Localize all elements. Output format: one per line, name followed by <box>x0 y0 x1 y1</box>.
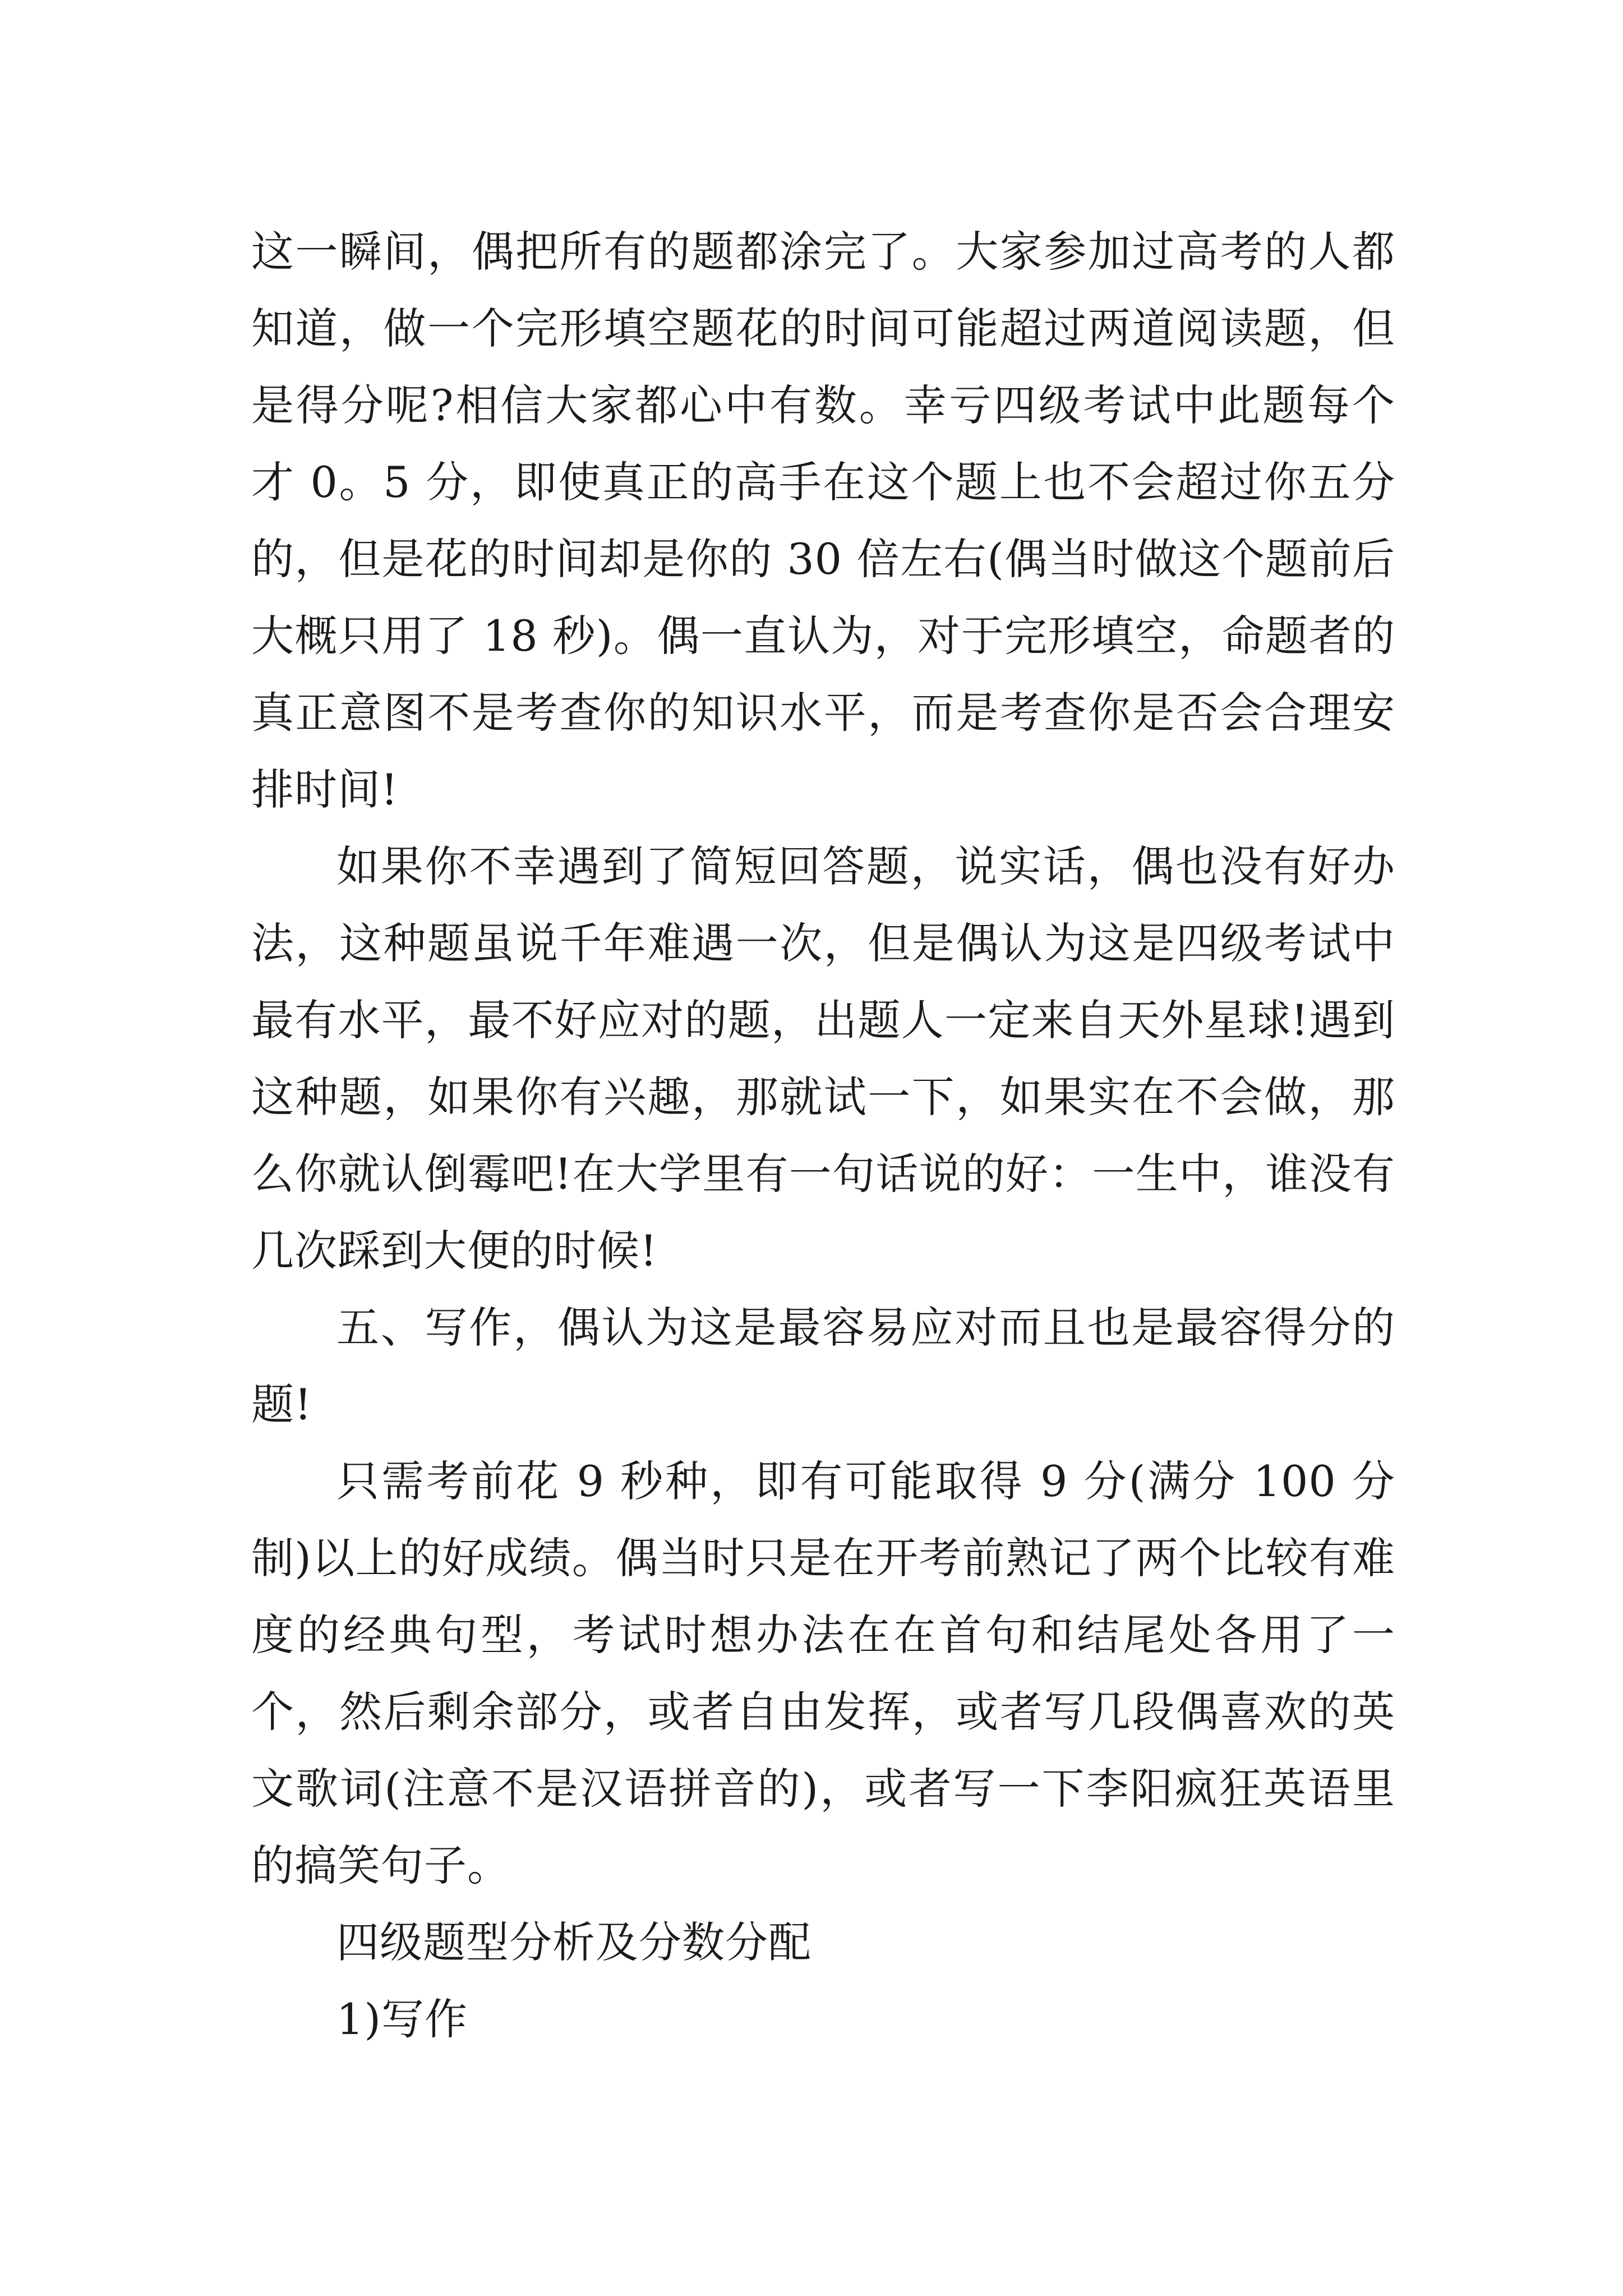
paragraph-writing-tips: 只需考前花 9 秒种，即有可能取得 9 分(满分 100 分制)以上的好成绩。偶当时只是在开考前熟记了两个比较有难度的经典句型，考试时想办法在在首句和结尾处各用了一个，然后剩余部分，或者自由发挥，或者写几段偶喜欢的英文歌词(注意不是汉语拼音的)，或者写一下李阳疯狂英语里的搞笑句子。 <box>251 1456 1395 1890</box>
list-item-writing: 1)写作 <box>336 1994 468 2044</box>
paragraph-cloze-strategy: 这一瞬间，偶把所有的题都涂完了。大家参加过高考的人都知道，做一个完形填空题花的时间可能超过两道阅读题，但是得分呢?相信大家都心中有数。幸亏四级考试中此题每个才 0。5 分，即使真正的高手在这个题上也不会超过你五分的，但是花的时间却是你的 30 倍左右(偶当时做这个题前后大概只用了 18 秒)。偶一直认为，对于完形填空，命题者的真正意图不是考查你的知识水平，而是考查你是否会合理安排时间! <box>251 227 1395 815</box>
document-body <box>251 213 1395 2058</box>
section-title-score-distribution: 四级题型分析及分数分配 <box>336 1917 811 1967</box>
paragraph-short-answer: 如果你不幸遇到了简短回答题，说实话，偶也没有好办法，这种题虽说千年难遇一次，但是偶认为这是四级考试中最有水平，最不好应对的题，出题人一定来自天外星球!遇到这种题，如果你有兴趣，那就试一下，如果实在不会做，那么你就认倒霉吧!在大学里有一句话说的好：一生中，谁没有几次踩到大便的时候! <box>251 841 1395 1276</box>
paragraph-writing-heading: 五、写作，偶认为这是最容易应对而且也是最容得分的题! <box>251 1303 1395 1429</box>
